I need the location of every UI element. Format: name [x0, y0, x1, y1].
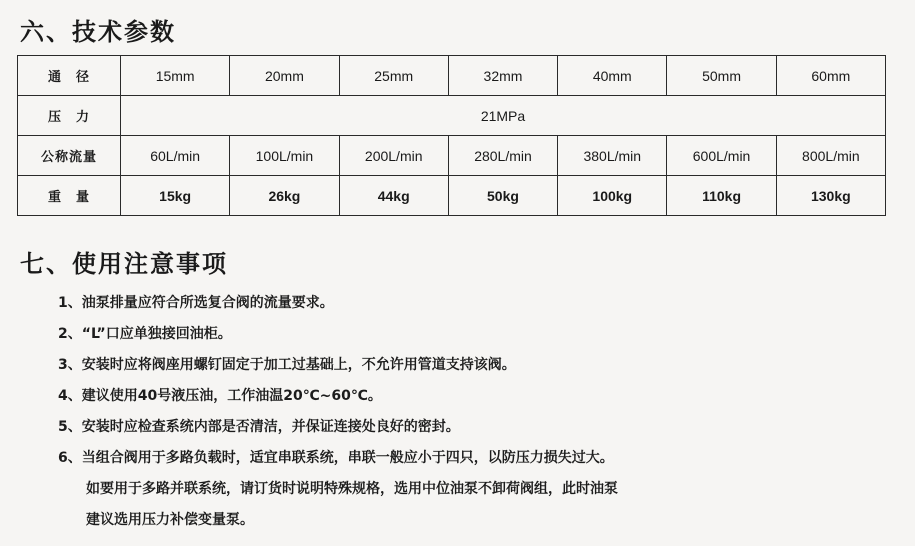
section-title-specs: 六、技术参数: [20, 18, 176, 46]
table-cell: 280L/min: [448, 136, 557, 176]
table-cell: 15kg: [121, 176, 230, 216]
list-item: 1、油泵排量应符合所选复合阀的流量要求。: [58, 295, 334, 311]
table-cell: 60L/min: [121, 136, 230, 176]
list-item: 6、当组合阀用于多路负载时，适宜串联系统，串联一般应小于四只，以防压力损失过大。: [58, 450, 614, 466]
table-cell: 26kg: [230, 176, 339, 216]
table-cell: 44kg: [339, 176, 448, 216]
list-item: 4、建议使用40号液压油，工作油温20℃~60℃。: [58, 388, 382, 404]
list-item: 2、“L”口应单独接回油柜。: [58, 326, 232, 342]
table-cell: 100kg: [558, 176, 667, 216]
table-cell: 60mm: [776, 56, 885, 96]
row-label-diameter: 通 径: [18, 56, 121, 96]
table-row-pressure: [18, 96, 886, 136]
table-row-flow: [18, 136, 886, 176]
table-row-weight: [18, 176, 886, 216]
spec-table: [17, 55, 886, 216]
table-cell: 110kg: [667, 176, 776, 216]
table-cell: 380L/min: [558, 136, 667, 176]
list-item: 5、安装时应检查系统内部是否清洁，并保证连接处良好的密封。: [58, 419, 460, 435]
row-label-flow: 公称流量: [18, 136, 121, 176]
table-cell: 25mm: [339, 56, 448, 96]
table-cell: 32mm: [448, 56, 557, 96]
table-cell-pressure: 21MPa: [121, 96, 886, 136]
table-cell: 100L/min: [230, 136, 339, 176]
table-cell: 15mm: [121, 56, 230, 96]
table-cell: 40mm: [558, 56, 667, 96]
table-row-diameter: [18, 56, 886, 96]
table-cell: 130kg: [776, 176, 885, 216]
table-cell: 50mm: [667, 56, 776, 96]
row-label-weight: 重 量: [18, 176, 121, 216]
table-cell: 200L/min: [339, 136, 448, 176]
list-item-continuation: 如要用于多路并联系统，请订货时说明特殊规格，选用中位油泵不卸荷阀组，此时油泵: [86, 481, 618, 497]
notes-list: [58, 288, 618, 536]
table-cell: 800L/min: [776, 136, 885, 176]
list-item: 3、安装时应将阀座用螺钉固定于加工过基础上，不允许用管道支持该阀。: [58, 357, 516, 373]
table-cell: 20mm: [230, 56, 339, 96]
section-title-notes: 七、使用注意事项: [20, 250, 228, 278]
table-cell: 50kg: [448, 176, 557, 216]
table-cell: 600L/min: [667, 136, 776, 176]
row-label-pressure: 压 力: [18, 96, 121, 136]
list-item-continuation: 建议选用压力补偿变量泵。: [86, 512, 254, 528]
